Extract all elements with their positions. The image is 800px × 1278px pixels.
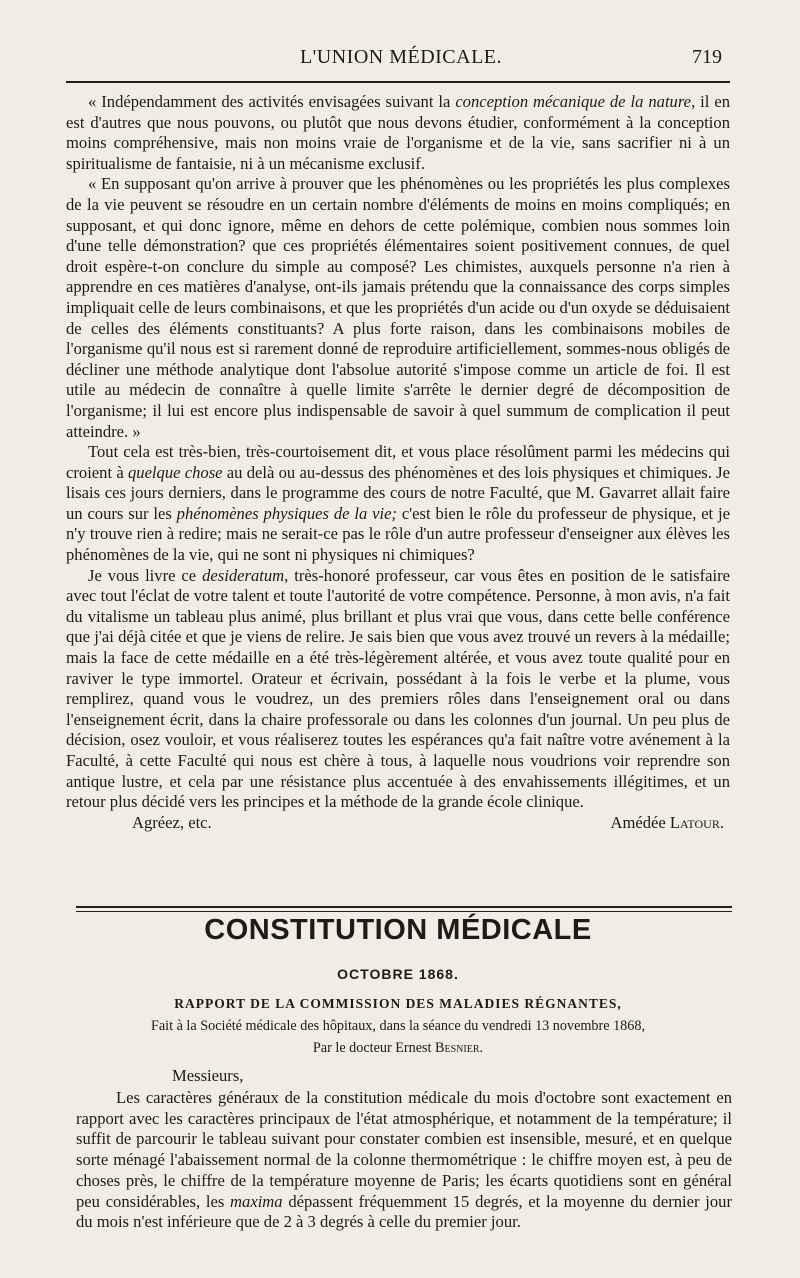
page-number: 719 <box>692 46 722 68</box>
paragraph-3 <box>66 442 730 566</box>
report-paragraph-1 <box>76 1088 732 1233</box>
section-month: OCTOBRE 1868. <box>337 966 459 982</box>
signature-line <box>66 813 730 834</box>
text-run: au delà ou au-dessus des phénomènes et des lois physiques et chimiques. Je lisais ces jours derniers, dans le programme des cours de notre Faculté, que M. Gavarret allait faire un cours sur les <box>66 462 730 523</box>
salutation: Messieurs, <box>172 1066 244 1085</box>
closing-text: Agréez, etc. <box>132 812 212 832</box>
emphasis: phénomènes physiques de la vie; <box>176 503 397 523</box>
emphasis: quelque chose <box>127 462 223 482</box>
text-run: Tout cela est très-bien, très-courtoisement dit, et vous place résolûment parmi les médecins qui croient à <box>66 442 730 482</box>
article-body <box>66 92 730 833</box>
report-title: RAPPORT DE LA COMMISSION DES MALADIES RÉGNANTES, <box>174 996 622 1011</box>
emphasis: desideratum <box>202 565 285 585</box>
report-body <box>76 1088 732 1233</box>
emphasis: maxima <box>230 1191 283 1211</box>
author-last-name: Besnier. <box>435 1040 484 1056</box>
paragraph-quote-1 <box>66 92 730 174</box>
text-run: , il en est d'autres que nous pouvons, ou plutôt que nous devons étudier, conformément à la conception moins compréhensive, mais non moins vraie de l'organisme et de la vie, sans sacrifier ni à un spiritualisme de fantaisie, ni à un mécanisme exclusif. <box>66 92 730 173</box>
header-rule <box>66 81 730 83</box>
paragraph-quote-2: « En supposant qu'on arrive à prouver que les phénomènes ou les propriétés les plus complexes de la vie peuvent se résoudre en un certain nombre d'éléments de moins en moins compliqués; en supposant, et qui donc ignore, même en dehors de cette polémique, combien nous sommes loin d'une telle démonstration? que ces propriétés élémentaires soient positivement connues, de quel droit espère-t-on conclure du simple au composé? Les chimistes, auxquels personne n'a rien à apprendre en ces matières d'analyse, ont-ils jamais prétendu que la connaissance des corps simples impliquait celle de leurs combinaisons, et que les propriétés d'un acide ou d'un oxyde se déduisaient de celles des éléments constituants? A plus forte raison, dans les combinaisons mobiles de l'organisme qu'il nous est si rarement donné de reproduire artificiellement, sommes-nous obligés de décliner une méthode analytique dont l'absolue autorité s'impose comme un article de foi. Il est utile au médecin de connaître à quelle limite s'arrête le dernier degré de décomposition de l'organisme; il lui est encore plus indispensable de savoir à quel summum de complication il peut atteindre. » <box>66 174 730 441</box>
text-run: , très-honoré professeur, car vous êtes en position de le satisfaire avec tout l'éclat de votre talent et toute l'autorité de votre compétence. Personne, à mon avis, n'a fait du vitalisme un tableau plus animé, plus brillant et plus vrai que vous, dans cette belle conférence que j'ai déjà citée et que je viens de relire. Je sais bien que vous avez trouvé un revers à la médaille; mais la face de cette médaille en a été très-légèrement altérée, et vous avez toute qualité pour en raviver le type immortel. Orateur et écrivain, possédant à la fois le verbe et la plume, vous remplirez, quand vous le voudrez, un des premiers rôles dans l'enseignement oral ou dans l'enseignement écrit, dans la chaire professorale ou dans les colonnes d'un journal. Un peu plus de décision, osez vouloir, et vous réaliserez toutes les espérances qu'a fait naître votre avénement à la Faculté, à cette Faculté qui nous est chère à tous, à laquelle nous voudrions voir reprendre son antique lustre, et cela par une résistance plus accentuée à des envahissements illégitimes, et un retour plus décidé vers les principes et la méthode de la grande école clinique. <box>66 565 731 812</box>
text-run: Les caractères généraux de la constitution médicale du mois d'octobre sont exactement en rapport avec les caractères principaux de l'état atmosphérique, et notamment de la température; il suffit de parcourir le tableau suivant pour constater combien est insensible, mesuré, et en quelque sorte ménagé l'abaissement normal de la colonne thermométrique : le chiffre moyen est, à peu de choses près, le chiffre de la température moyenne de Paris; les écarts quotidiens sont en général peu considérables, les <box>76 1088 732 1211</box>
page-header <box>80 44 722 80</box>
author-prefix: Par le docteur Ernest <box>312 1040 436 1056</box>
paragraph-4 <box>66 566 730 813</box>
section-title: CONSTITUTION MÉDICALE <box>204 914 592 946</box>
signature <box>610 813 724 834</box>
section-rule <box>76 906 732 908</box>
report-venue: Fait à la Société médicale des hôpitaux, dans la séance du vendredi 13 novembre 1868, <box>150 1018 646 1034</box>
signature-first-name: Amédée <box>610 812 670 832</box>
text-run: « Indépendamment des activités envisagées suivant la <box>88 92 456 111</box>
running-title: L'UNION MÉDICALE. <box>299 46 503 68</box>
emphasis: conception mécanique de la nature <box>455 92 692 111</box>
text-run: c'est bien le rôle du professeur de physique, et je n'y trouve rien à redire; mais ne serait-ce pas le rôle d'un autre professeur d'enseigner aux élèves les phénomènes de la vie, qui ne sont ni physiques ni chimiques? <box>66 503 730 565</box>
section-rule-thin <box>76 911 732 912</box>
report-author <box>66 1040 730 1057</box>
text-run: dépassent fréquemment 15 degrés, et la moyenne du dernier jour du mois n'est inférieure que de 2 à 3 degrés à celle du premier jour. <box>76 1191 733 1232</box>
text-run: Je vous livre ce <box>88 565 203 585</box>
signature-last-name: Latour. <box>669 812 724 832</box>
